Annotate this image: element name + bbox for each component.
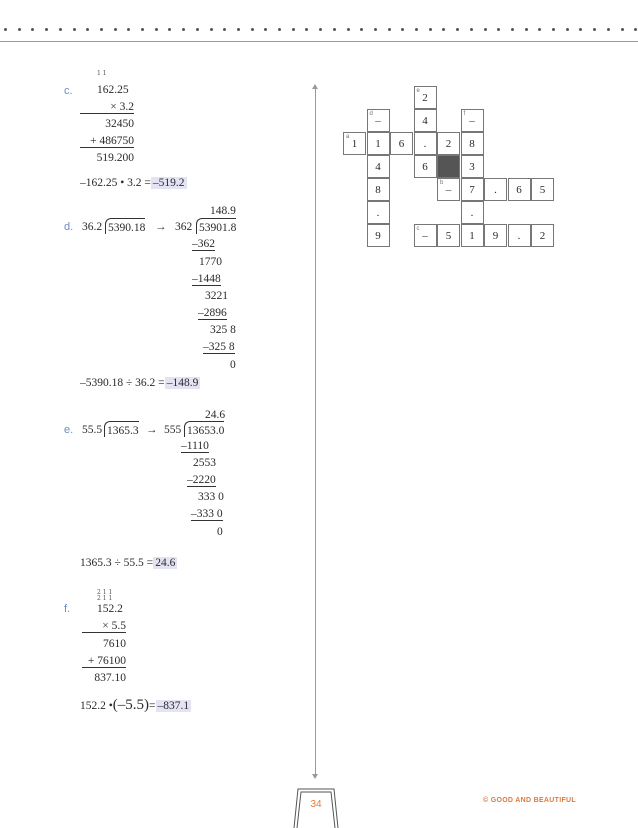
border-dot [401, 28, 404, 31]
border-dot [155, 28, 158, 31]
problem-label: c. [64, 85, 73, 97]
border-dot [18, 28, 21, 31]
step-3: –1448 [192, 273, 221, 285]
border-dot [347, 28, 350, 31]
border-dot [621, 28, 624, 31]
border-dot [579, 28, 582, 31]
cell-value: . [376, 207, 380, 219]
new-divisor: 555 [164, 424, 182, 436]
top-dotted-border [0, 28, 638, 34]
border-dot [456, 28, 459, 31]
divisor: 36.2 [82, 221, 103, 233]
divider-arrow-bottom [312, 774, 318, 779]
cell-value: 7 [469, 184, 475, 196]
cell-value: 3 [469, 161, 475, 173]
answer-highlight: –148.9 [166, 377, 199, 389]
cell-value: – [375, 115, 381, 127]
step-2: 2553 [193, 457, 216, 469]
statement-equals: = [149, 700, 156, 712]
partial-product-2: + 486750 [80, 135, 134, 148]
carry-digits-2: 2 1 1 [97, 595, 113, 602]
arrow: → [155, 221, 167, 233]
cell-value: 8 [469, 138, 475, 150]
problem-label: d. [64, 221, 74, 233]
border-dot [45, 28, 48, 31]
step-1: –362 [192, 238, 215, 250]
statement [80, 697, 191, 714]
statement-text: –5390.18 ÷ 36.2 = [80, 377, 165, 389]
cell-value: 4 [375, 161, 381, 173]
cell-value: 4 [422, 115, 428, 127]
step-1: –1110 [181, 440, 209, 452]
crossword-cell [461, 155, 484, 178]
border-dot [429, 28, 432, 31]
border-dot [607, 28, 610, 31]
crossword-cell [508, 224, 531, 247]
border-dot [525, 28, 528, 31]
crossword-cell [414, 86, 437, 109]
crossword-cell [414, 224, 437, 247]
border-dot [566, 28, 569, 31]
cell-value: 1 [469, 230, 475, 242]
crossword-cell [390, 132, 413, 155]
brand-footer: © GOOD AND BEAUTIFUL [483, 797, 576, 804]
step-2: 1770 [199, 256, 222, 268]
clue-letter: e [416, 88, 420, 94]
crossword-cell [531, 224, 554, 247]
crossword-cell [367, 109, 390, 132]
crossword-cell [343, 132, 366, 155]
crossword-cell [367, 132, 390, 155]
border-dot [360, 28, 363, 31]
quotient: 24.6 [205, 409, 226, 421]
statement-text: 1365.3 ÷ 55.5 = [80, 557, 154, 569]
border-dot [388, 28, 391, 31]
step-3: –2220 [187, 474, 216, 486]
cell-value: 9 [375, 230, 381, 242]
cell-value: . [494, 184, 497, 196]
divisor: 55.5 [82, 424, 103, 436]
cell-value: 2 [422, 92, 428, 104]
cell-value: 9 [492, 230, 499, 242]
cell-value: . [423, 138, 427, 150]
step-7: –325 8 [203, 341, 235, 353]
border-dot [484, 28, 487, 31]
problem-label: e. [64, 424, 74, 436]
dividend: 1365.3 [104, 421, 139, 437]
border-dot [333, 28, 336, 31]
crossword-cell [461, 132, 484, 155]
border-dot [182, 28, 185, 31]
multiplicand: 152.2 [97, 603, 123, 615]
border-dot [100, 28, 103, 31]
crossword-cell [367, 178, 390, 201]
cell-value: 6 [422, 161, 428, 173]
cell-value: – [422, 230, 428, 242]
top-rule [0, 41, 638, 42]
crossword-cell [414, 155, 437, 178]
cell-value: 2 [445, 138, 452, 150]
multiplicand: 162.25 [97, 84, 129, 96]
statement [80, 557, 177, 569]
border-dot [593, 28, 596, 31]
border-dot [237, 28, 240, 31]
crossword-cell [461, 109, 484, 132]
statement-text: –162.25 • 3.2 = [80, 177, 151, 189]
cell-value: . [470, 207, 474, 219]
cell-value: 1 [375, 138, 381, 150]
border-dot [292, 28, 295, 31]
border-dot [59, 28, 62, 31]
border-dot [264, 28, 267, 31]
border-dot [210, 28, 213, 31]
clue-letter: b [440, 180, 444, 186]
border-dot [223, 28, 226, 31]
border-dot [319, 28, 322, 31]
crossword-cell [437, 224, 460, 247]
border-dot [31, 28, 34, 31]
border-dot [511, 28, 514, 31]
number-crossword [343, 86, 555, 251]
cell-value: – [469, 115, 475, 127]
border-dot [114, 28, 117, 31]
border-dot [415, 28, 418, 31]
column-divider [315, 86, 316, 776]
cell-value: 8 [375, 184, 381, 196]
statement [80, 377, 200, 389]
product: 519.200 [96, 152, 134, 164]
quotient: 148.9 [210, 205, 236, 217]
new-dividend: 53901.8 [196, 218, 236, 234]
answer-highlight: –519.2 [152, 177, 185, 189]
step-5: –333 0 [191, 508, 223, 520]
crossword-cell [508, 178, 531, 201]
border-dot [497, 28, 500, 31]
statement-paren: (–5.5) [112, 697, 150, 713]
crossword-cell [367, 201, 390, 224]
cell-value: 5 [445, 230, 452, 242]
carry-digits: 2 1 1 [97, 589, 113, 596]
crossword-cell [461, 178, 484, 201]
crossword-cell [461, 224, 484, 247]
border-dot [251, 28, 254, 31]
partial-product-1: 7610 [103, 638, 126, 650]
clue-letter: a [346, 134, 350, 140]
cell-value: 6 [398, 138, 405, 150]
step-8: 0 [230, 359, 236, 371]
border-dot [4, 28, 7, 31]
crossword-cell [437, 178, 460, 201]
cell-value: – [445, 184, 452, 196]
step-4: 3221 [205, 290, 228, 302]
dividend: 5390.18 [105, 218, 145, 234]
partial-product-1: 32450 [105, 118, 134, 130]
crossword-blocked-cell [437, 155, 460, 178]
step-4: 333 0 [198, 491, 224, 503]
partial-product-2: + 76100 [82, 655, 126, 668]
border-dot [552, 28, 555, 31]
clue-letter: f [463, 111, 466, 117]
crossword-cell [414, 132, 437, 155]
clue-letter: d [369, 111, 373, 117]
step-5: –2896 [198, 307, 227, 319]
crossword-cell [461, 201, 484, 224]
cell-value: 5 [539, 184, 546, 196]
border-dot [127, 28, 130, 31]
crossword-cell [484, 178, 507, 201]
cell-value: 1 [351, 138, 358, 150]
border-dot [305, 28, 308, 31]
cell-value: 6 [516, 184, 522, 196]
answer-highlight: –837.1 [157, 700, 190, 712]
multiplier: × 3.2 [80, 101, 134, 114]
crossword-cell [484, 224, 507, 247]
carry-digits: 1 1 [97, 70, 107, 77]
new-divisor: 362 [175, 221, 193, 233]
border-dot [86, 28, 89, 31]
border-dot [73, 28, 76, 31]
border-dot [374, 28, 377, 31]
crossword-cell [414, 109, 437, 132]
statement [80, 177, 187, 189]
border-dot [538, 28, 541, 31]
border-dot [141, 28, 144, 31]
step-6: 0 [217, 526, 223, 538]
arrow: → [146, 424, 158, 436]
cell-value: . [517, 230, 521, 242]
new-dividend: 13653.0 [184, 421, 224, 437]
crossword-cell [367, 224, 390, 247]
clue-letter: c [416, 226, 420, 232]
problem-label: f. [64, 603, 71, 615]
statement-text: 152.2 • [80, 700, 113, 712]
crossword-cell [531, 178, 554, 201]
crossword-cell [437, 132, 460, 155]
border-dot [442, 28, 445, 31]
multiplier: × 5.5 [82, 620, 126, 633]
border-dot [278, 28, 281, 31]
border-dot [196, 28, 199, 31]
border-dot [168, 28, 171, 31]
border-dot [470, 28, 473, 31]
product: 837.10 [94, 672, 126, 684]
page-number: 34 [310, 799, 322, 810]
cell-value: 2 [539, 230, 546, 242]
step-6: 325 8 [210, 324, 236, 336]
answer-highlight: 24.6 [155, 557, 176, 569]
border-dot [634, 28, 637, 31]
crossword-cell [367, 155, 390, 178]
